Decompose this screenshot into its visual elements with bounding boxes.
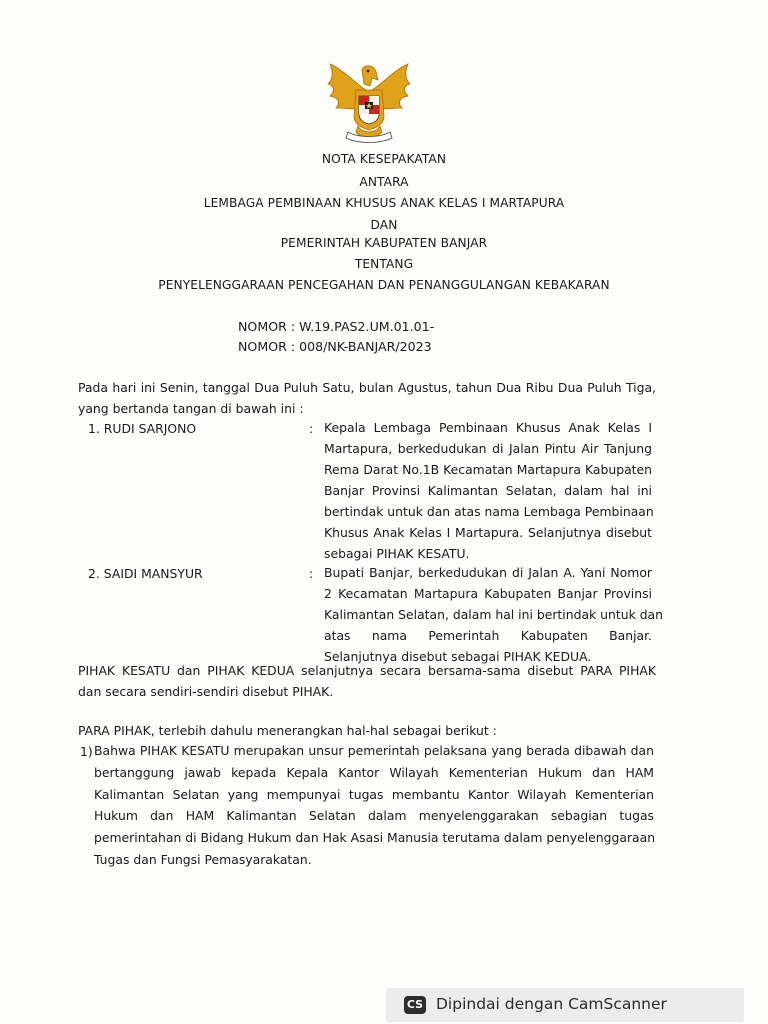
camscanner-logo-icon: CS bbox=[404, 996, 426, 1014]
header-subject: PENYELENGGARAAN PENCEGAHAN DAN PENANGGULANGAN KEBAKARAN bbox=[158, 278, 610, 292]
header-dan: DAN bbox=[370, 218, 398, 232]
item-line: bertanggung jawab kepada Kepala Kantor Wilayah Kementerian Hukum dan HAM bbox=[94, 764, 654, 780]
party-one-line: Banjar Provinsi Kalimantan Selatan, dalam hal ini bbox=[324, 483, 652, 498]
camscanner-watermark bbox=[386, 988, 744, 1022]
party-one-line: Rema Darat No.1B Kecamatan Martapura Kabupaten bbox=[324, 462, 652, 477]
header-party-two: PEMERINTAH KABUPATEN BANJAR bbox=[280, 236, 488, 250]
garuda-emblem-icon bbox=[322, 60, 416, 144]
party-one-line: Kepala Lembaga Pembinaan Khusus Anak Kelas I bbox=[324, 420, 652, 435]
party-two-name: 2. SAIDI MANSYUR bbox=[88, 566, 203, 581]
item-line: Kalimantan Selatan yang mempunyai tugas membantu Kantor Wilayah Kementerian bbox=[94, 786, 654, 802]
intro-line: Pada hari ini Senin, tanggal Dua Puluh Satu, bulan Agustus, tahun Dua Ribu Dua Puluh Tiga, bbox=[78, 380, 656, 395]
camscanner-label: Dipindai dengan CamScanner bbox=[436, 995, 667, 1013]
item-line: Bahwa PIHAK KESATU merupakan unsur pemerintah pelaksana yang berada dibawah dan bbox=[94, 743, 654, 758]
party-one-name: 1. RUDI SARJONO bbox=[88, 421, 197, 436]
intro-line: yang bertanda tangan di bawah ini : bbox=[78, 401, 304, 416]
party-two-line: Selanjutnya disebut sebagai PIHAK KEDUA. bbox=[324, 649, 592, 664]
party-two-colon: : bbox=[309, 566, 314, 581]
party-one-description bbox=[324, 417, 652, 564]
header-tentang: TENTANG bbox=[354, 257, 414, 271]
summary-line: PIHAK KESATU dan PIHAK KEDUA selanjutnya secara bersama-sama disebut PARA PIHAK bbox=[78, 663, 656, 678]
summary-paragraph bbox=[78, 660, 656, 702]
document-title: NOTA KESEPAKATAN bbox=[321, 152, 447, 166]
party-two-line: 2 Kecamatan Martapura Kabupaten Banjar Provinsi bbox=[324, 586, 652, 601]
item-line: pemerintahan di Bidang Hukum dan Hak Asasi Manusia terutama dalam penyelenggaraan bbox=[94, 830, 656, 846]
preamble: PARA PIHAK, terlebih dahulu menerangkan hal-hal sebagai berikut : bbox=[78, 723, 497, 738]
party-two-line: atas nama Pemerintah Kabupaten Banjar. bbox=[324, 628, 652, 643]
item-line: Tugas dan Fungsi Pemasyarakatan. bbox=[94, 851, 312, 867]
party-one-line: bertindak untuk dan atas nama Lembaga Pembinaan bbox=[324, 504, 654, 519]
document-number-2: NOMOR : 008/NK-BANJAR/2023 bbox=[238, 339, 432, 354]
item-number: 1) bbox=[80, 744, 93, 759]
party-one-line: sebagai PIHAK KESATU. bbox=[324, 546, 470, 561]
header-party-one: LEMBAGA PEMBINAAN KHUSUS ANAK KELAS I MARTAPURA bbox=[203, 196, 565, 210]
party-one-line: Khusus Anak Kelas I Martapura. Selanjutnya disebut bbox=[324, 525, 652, 540]
party-one-colon: : bbox=[309, 421, 314, 436]
party-two-description bbox=[324, 562, 664, 667]
header-antara: ANTARA bbox=[359, 175, 409, 189]
party-two-line: Bupati Banjar, berkedudukan di Jalan A. Yani Nomor bbox=[324, 565, 652, 580]
intro-paragraph bbox=[78, 377, 656, 419]
item-body bbox=[94, 740, 654, 871]
document-number-1: NOMOR : W.19.PAS2.UM.01.01- bbox=[238, 319, 435, 334]
summary-line: dan secara sendiri-sendiri disebut PIHAK. bbox=[78, 684, 334, 699]
item-line: Hukum dan HAM Kalimantan Selatan dalam menyelenggarakan sebagian tugas bbox=[94, 808, 654, 824]
party-two-line: Kalimantan Selatan, dalam hal ini bertindak untuk dan bbox=[324, 607, 664, 622]
party-one-line: Martapura, berkedudukan di Jalan Pintu Air Tanjung bbox=[324, 441, 652, 456]
